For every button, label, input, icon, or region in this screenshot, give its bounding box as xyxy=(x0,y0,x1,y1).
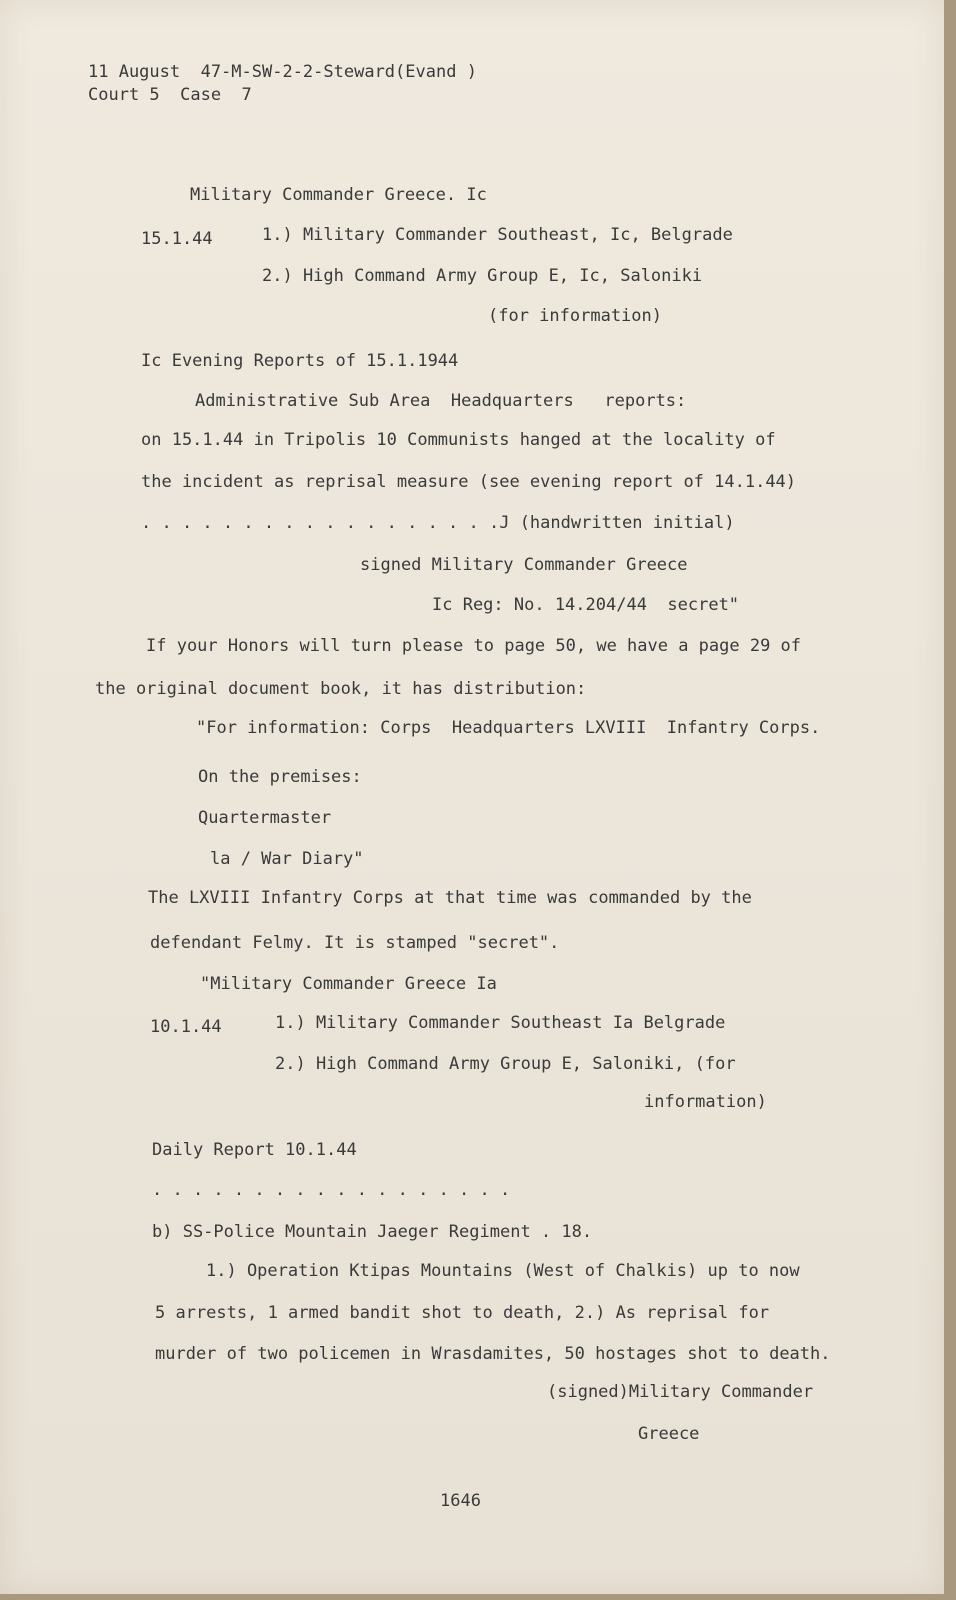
text-line: "Military Commander Greece Ia xyxy=(200,974,497,994)
text-line: murder of two policemen in Wrasdamites, 50 hostages shot to death. xyxy=(155,1344,831,1364)
text-line: Ic Reg: No. 14.204/44 secret" xyxy=(432,595,740,615)
text-line: Daily Report 10.1.44 xyxy=(152,1140,357,1160)
date-label: 10.1.44 xyxy=(150,1017,222,1037)
text-line: Greece xyxy=(638,1424,700,1444)
text-line: 1.) Military Commander Southeast, Ic, Belgrade xyxy=(262,225,733,245)
text-line: defendant Felmy. It is stamped "secret". xyxy=(150,933,560,953)
text-line: Ic Evening Reports of 15.1.1944 xyxy=(141,351,459,371)
text-line: The LXVIII Infantry Corps at that time was commanded by the xyxy=(148,888,752,908)
text-line: signed Military Commander Greece xyxy=(360,555,688,575)
date-label: 15.1.44 xyxy=(141,229,213,249)
text-line: la / War Diary" xyxy=(210,849,364,869)
header-reference: 11 August 47-M-SW-2-2-Steward(Evand ) xyxy=(88,62,477,82)
text-line: "For information: Corps Headquarters LXVIII Infantry Corps. xyxy=(196,718,821,738)
header-court-case: Court 5 Case 7 xyxy=(88,85,252,105)
text-line: information) xyxy=(644,1092,767,1112)
text-line: the incident as reprisal measure (see evening report of 14.1.44) xyxy=(141,472,797,492)
text-line: If your Honors will turn please to page 50, we have a page 29 of xyxy=(146,636,802,656)
text-line: (signed)Military Commander xyxy=(547,1382,814,1402)
text-line: 5 arrests, 1 armed bandit shot to death, 2.) As reprisal for xyxy=(155,1303,770,1323)
text-line: b) SS-Police Mountain Jaeger Regiment . 18. xyxy=(152,1222,593,1242)
text-line: 2.) High Command Army Group E, Ic, Saloniki xyxy=(262,266,703,286)
text-line: 1.) Military Commander Southeast Ia Belgrade xyxy=(275,1013,726,1033)
text-line: (for information) xyxy=(488,306,662,326)
text-line: On the premises: xyxy=(198,767,362,787)
text-line: on 15.1.44 in Tripolis 10 Communists hanged at the locality of xyxy=(141,430,776,450)
text-line: 1.) Operation Ktipas Mountains (West of Chalkis) up to now xyxy=(206,1261,800,1281)
text-line: Quartermaster xyxy=(198,808,332,828)
page-number: 1646 xyxy=(440,1491,481,1511)
text-line: . . . . . . . . . . . . . . . . . .J (handwritten initial) xyxy=(141,513,735,533)
text-line: 2.) High Command Army Group E, Saloniki, (for xyxy=(275,1054,736,1074)
text-line: Military Commander Greece. Ic xyxy=(190,185,487,205)
text-line: . . . . . . . . . . . . . . . . . . xyxy=(152,1180,511,1200)
text-line: the original document book, it has distribution: xyxy=(95,679,587,699)
text-line: Administrative Sub Area Headquarters reports: xyxy=(195,391,687,411)
